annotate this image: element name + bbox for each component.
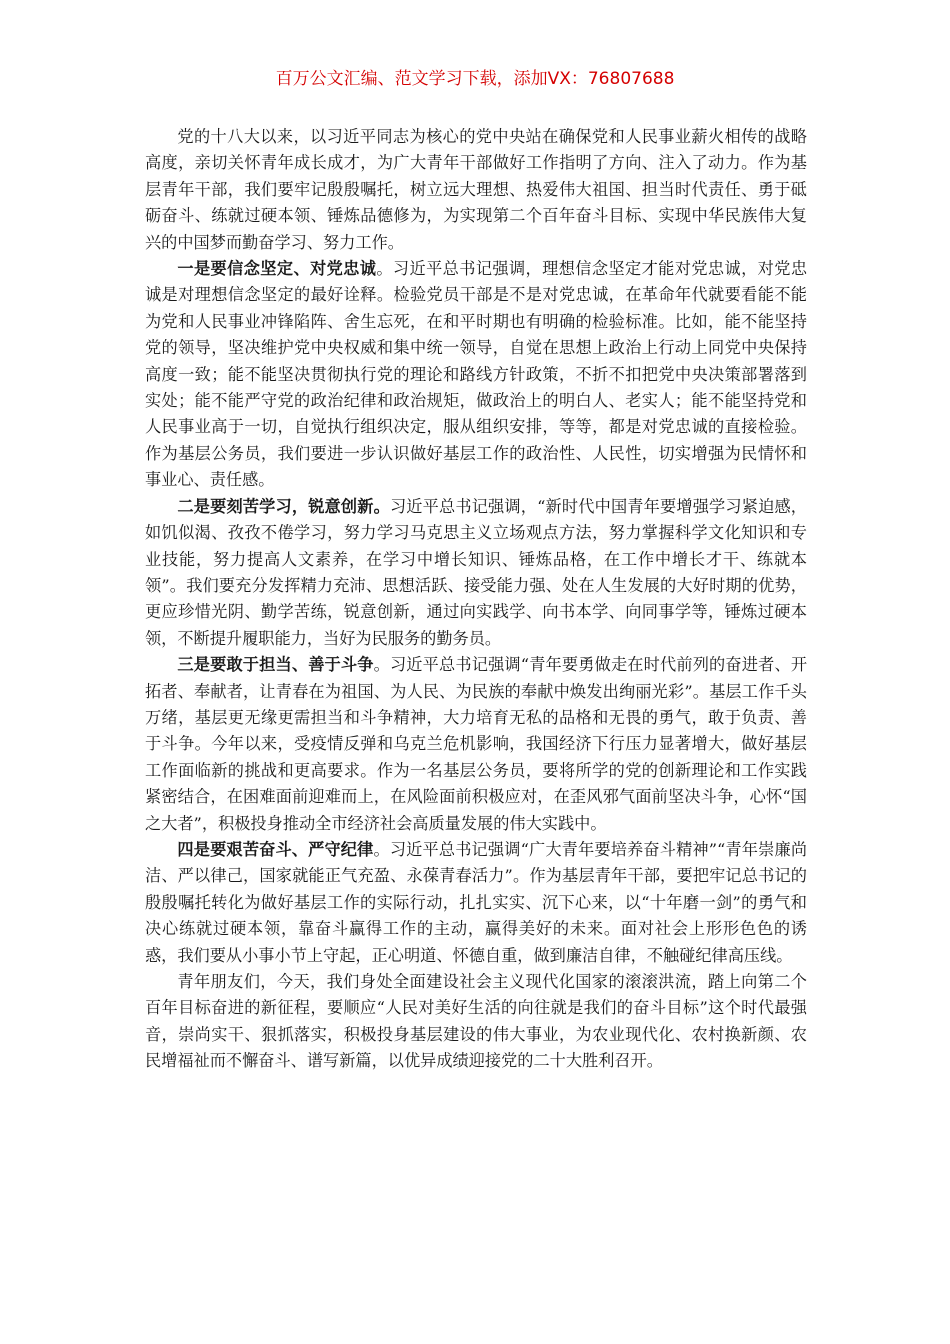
paragraph-point-1 (145, 256, 807, 494)
paragraph-point-4 (145, 837, 807, 969)
document-body (145, 124, 807, 1075)
paragraph-text: 青年朋友们，今天，我们身处全面建设社会主义现代化国家的滚滚洪流，踏上向第二个百年目标奋进的新征程，要顺应“人民对美好生活的向往就是我们的奋斗目标”这个时代最强音，崇尚实干、狠抓落实，积极投身基层建设的伟大事业，为农业现代化、农村换新颜、农民增福祉而不懈奋斗、谱写新篇，以优异成绩迎接党的二十大胜利召开。 (145, 972, 807, 1071)
paragraph-text: 党的十八大以来，以习近平同志为核心的党中央站在确保党和人民事业薪火相传的战略高度，亲切关怀青年成长成才，为广大青年干部做好工作指明了方向、注入了动力。作为基层青年干部，我们要牢记殷殷嘱托，树立远大理想、热爱伟大祖国、担当时代责任、勇于砥砺奋斗、练就过硬本领、锤炼品德修为，为实现第二个百年奋斗目标、实现中华民族伟大复兴的中国梦而勤奋学习、努力工作。 (145, 127, 807, 252)
paragraph-lead: 二是要刻苦学习，锐意创新。 (177, 496, 390, 516)
paragraph-lead: 一是要信念坚定、对党忠诚 (177, 259, 377, 279)
paragraph-conclusion (145, 969, 807, 1075)
paragraph-lead: 三是要敢于担当、善于斗争 (177, 655, 374, 675)
watermark-header: 百万公文汇编、范文学习下载，添加VX：76807688 (275, 69, 675, 89)
paragraph-point-2 (145, 494, 807, 652)
paragraph-lead: 四是要艰苦奋斗、严守纪律 (177, 839, 374, 859)
paragraph-text: 。习近平总书记强调“广大青年要培养奋斗精神”“青年崇廉尚洁、严以律己，国家就能正气充盈、永葆青春活力”。作为基层青年干部，要把牢记总书记的殷殷嘱托转化为做好基层工作的实际行动，扎扎实实、沉下心来，以“十年磨一剑”的勇气和决心练就过硬本领，靠奋斗赢得工作的主动，赢得美好的未来。面对社会上形形色色的诱惑，我们要从小事小节上守起，正心明道、怀德自重，做到廉洁自律，不触碰纪律高压线。 (145, 839, 808, 965)
paragraph-text: 。习近平总书记强调“青年要勇做走在时代前列的奋进者、开拓者、奉献者，让青春在为祖国、为人民、为民族的奉献中焕发出绚丽光彩”。基层工作千头万绪，基层更无缘更需担当和斗争精神，大力培育无私的品格和无畏的勇气，敢于负责、善于斗争。今年以来，受疫情反弹和乌克兰危机影响，我国经济下行压力显著增大，做好基层工作面临新的挑战和更高要求。作为一名基层公务员，要将所学的党的创新理论和工作实践紧密结合，在困难面前迎难而上，在风险面前积极应对，在歪风邪气面前坚决斗争，心怀“国之大者”，积极投身推动全市经济社会高质量发展的伟大实践中。 (145, 655, 808, 833)
paragraph-point-3 (145, 652, 807, 837)
paragraph-text: 。习近平总书记强调，理想信念坚定才能对党忠诚，对党忠诚是对理想信念坚定的最好诠释。检验党员干部是不是对党忠诚，在革命年代就要看能不能为党和人民事业冲锋陷阵、舍生忘死，在和平时期也有明确的检验标准。比如，能不能坚持党的领导，坚决维护党中央权威和集中统一领导，自觉在思想上政治上行动上同党中央保持高度一致；能不能坚决贯彻执行党的理论和路线方针政策，不折不扣把党中央决策部署落到实处；能不能严守党的政治纪律和政治规矩，做政治上的明白人、老实人；能不能坚持党和人民事业高于一切，自觉执行组织决定，服从组织安排，等等，都是对党忠诚的直接检验。作为基层公务员，我们要进一步认识做好基层工作的政治性、人民性，切实增强为民情怀和事业心、责任感。 (145, 259, 808, 490)
paragraph-intro (145, 124, 807, 256)
paragraph-text: 习近平总书记强调，“新时代中国青年要增强学习紧迫感，如饥似渴、孜孜不倦学习，努力学习马克思主义立场观点方法，努力掌握科学文化知识和专业技能，努力提高人文素养，在学习中增长知识、锤炼品格，在工作中增长才干、练就本领”。我们要充分发挥精力充沛、思想活跃、接受能力强、处在人生发展的大好时期的优势，更应珍惜光阴、勤学苦练，锐意创新，通过向实践学、向书本学、向同事学等，锤炼过硬本领，不断提升履职能力，当好为民服务的勤务员。 (145, 496, 807, 648)
